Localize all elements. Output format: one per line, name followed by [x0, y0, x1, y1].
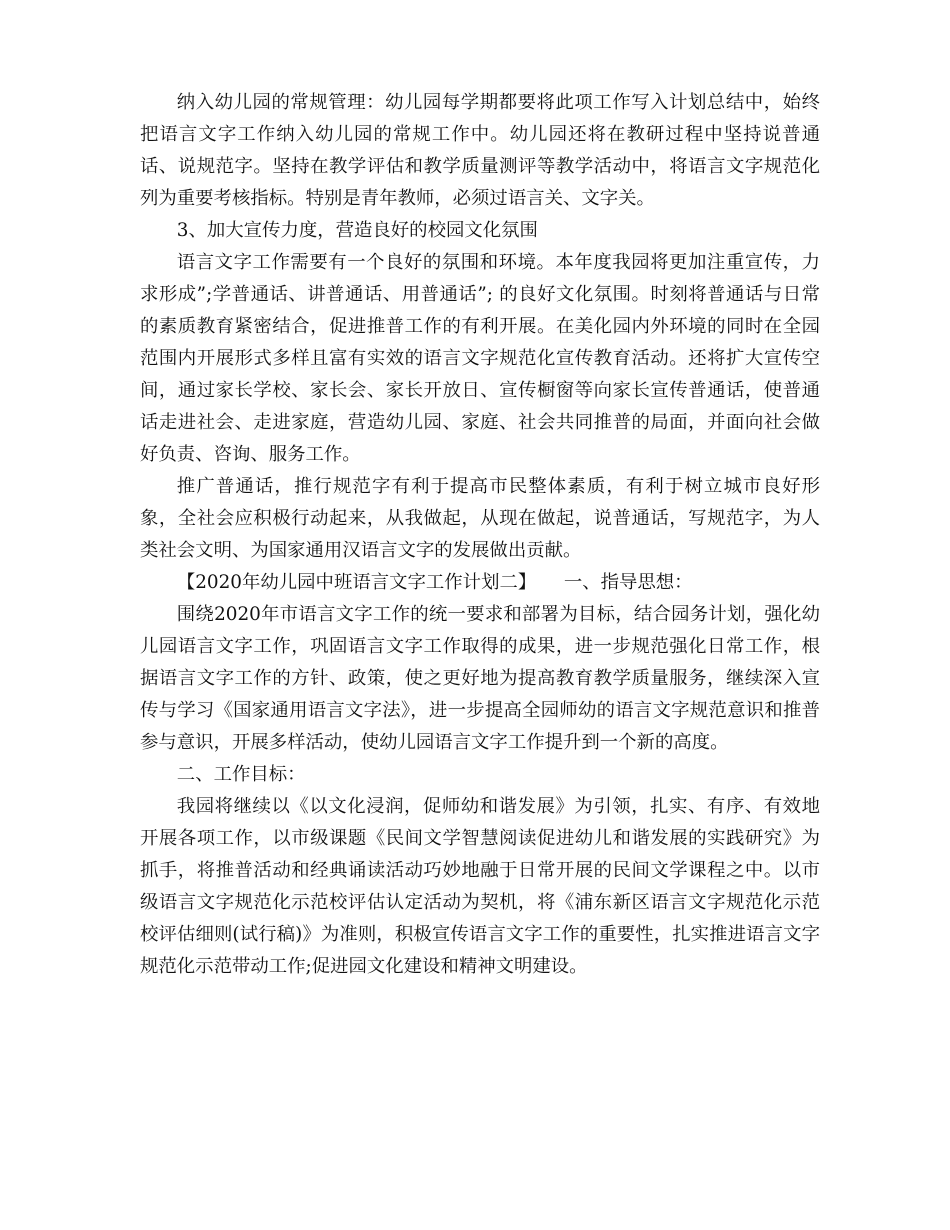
paragraph-promotion: 推广普通话，推行规范字有利于提高市民整体素质，有利于树立城市良好形象，全社会应积极行动起来，从我做起，从现在做起，说普通话，写规范字，为人类社会文明、为国家通用汉语言文字的发展做出贡献。	[140, 476, 820, 561]
paragraph-publicity: 语言文字工作需要有一个良好的氛围和环境。本年度我园将更加注重宣传，力求形成”;学普通话、讲普通话、用普通话”; 的良好文化氛围。时刻将普通话与日常的素质教育紧密结合，促进推普工作的有利开展。在美化园内外环境的同时在全园范围内开展形式多样且富有实效的语言文字规范化宣传教育活动。还将扩大宣传空间，通过家长学校、家长会、家长开放日、宣传橱窗等向家长宣传普通话，使普通话走进社会、走进家庭，营造幼儿园、家庭、社会共同推普的局面，并面向社会做好负责、咨询、服务工作。	[140, 252, 820, 465]
section-heading-publicity: 3、加大宣传力度，营造良好的校园文化氛围	[176, 220, 538, 241]
document-body	[140, 87, 820, 983]
paragraph-work-goals: 我园将继续以《以文化浸润，促师幼和谐发展》为引领，扎实、有序、有效地开展各项工作，以市级课题《民间文学智慧阅读促进幼儿和谐发展的实践研究》为抓手，将推普活动和经典诵读活动巧妙地融于日常开展的民间文学课程之中。以市级语言文字规范化示范校评估认定活动为契机，将《浦东新区语言文字规范化示范校评估细则(试行稿)》为准则，积极宣传语言文字工作的重要性，扎实推进语言文字规范化示范带动工作;促进园文化建设和精神文明建设。	[140, 796, 820, 977]
paragraph-routine-management: 纳入幼儿园的常规管理：幼儿园每学期都要将此项工作写入计划总结中，始终把语言文字工作纳入幼儿园的常规工作中。幼儿园还将在教研过程中坚持说普通话、说规范字。坚持在教学评估和教学质量测评等教学活动中，将语言文字规范化列为重要考核指标。特别是青年教师，必须过语言关、文字关。	[140, 92, 820, 209]
section-heading-work-goals: 二、工作目标：	[176, 764, 306, 785]
paragraph-guiding-thought: 围绕2020年市语言文字工作的统一要求和部署为目标，结合园务计划，强化幼儿园语言文字工作，巩固语言文字工作取得的成果，进一步规范强化日常工作，根据语言文字工作的方针、政策，使之更好地为提高教育教学质量服务，继续深入宣传与学习《国家通用语言文字法》，进一步提高全园师幼的语言文字规范意识和推普参与意识，开展多样活动，使幼儿园语言文字工作提升到一个新的高度。	[140, 604, 820, 753]
section-heading-plan-two: 【2020年幼儿园中班语言文字工作计划二】 一、指导思想：	[176, 572, 693, 593]
